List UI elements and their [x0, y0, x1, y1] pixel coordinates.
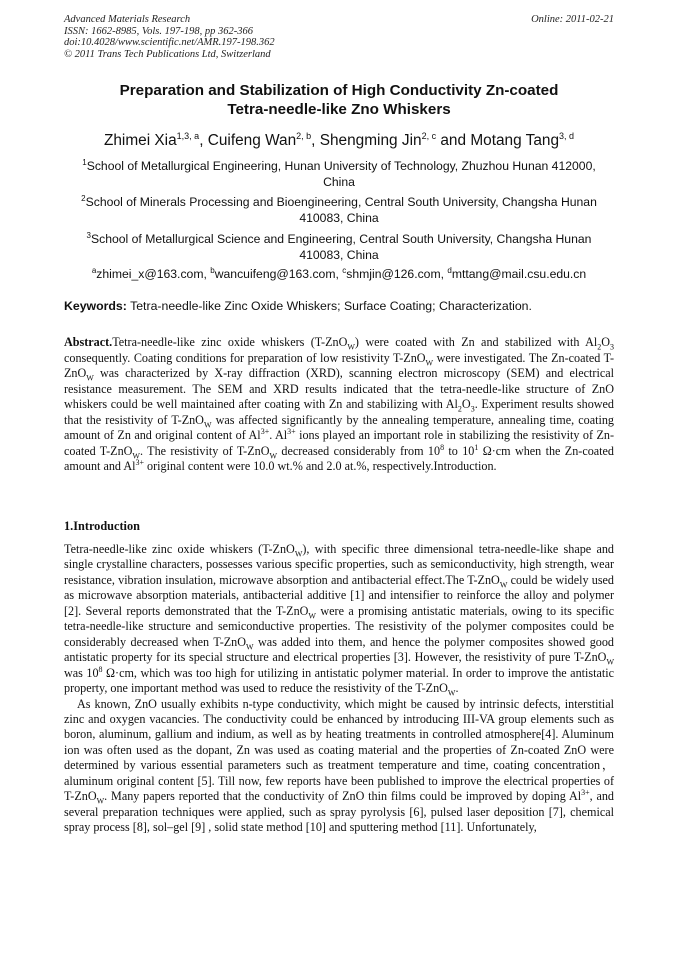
- author-affil-sup: 3, d: [559, 131, 575, 141]
- email-address[interactable]: shmjin@126.com: [346, 267, 441, 282]
- body-text: Tetra-needle-like zinc oxide whiskers (T-ZnO: [64, 542, 295, 556]
- affiliation-line: School of Metallurgical Engineering, Hunan University of Technology, Zhuzhou Hunan 412000,: [86, 159, 596, 174]
- abstract-text: . Experiment results showed that the resistivity of T-ZnO: [64, 397, 614, 427]
- author-separator: and: [436, 132, 471, 150]
- copyright-line: © 2011 Trans Tech Publications Ltd, Switzerland: [64, 48, 271, 60]
- superscript: 3+: [135, 457, 145, 467]
- author-affil-sup: 1,3, a: [176, 131, 200, 141]
- superscript: 3+: [581, 788, 590, 798]
- affiliation-line: China: [323, 174, 355, 189]
- online-date: Online: 2011-02-21: [531, 14, 614, 25]
- subscript: W: [606, 657, 614, 667]
- keywords-label: Keywords:: [64, 299, 127, 313]
- abstract-text: to 10: [444, 443, 475, 458]
- abstract-text: decreased considerably from 10: [277, 443, 441, 458]
- email-address[interactable]: zhimei_x@163.com: [96, 267, 204, 282]
- subscript: W: [447, 688, 456, 698]
- affiliation-line: School of Metallurgical Science and Engineering, Central South University, Changsha Hunan: [91, 232, 592, 247]
- author-name: Shengming Jin: [319, 132, 422, 150]
- subscript: W: [294, 549, 303, 559]
- affiliation-1: [64, 155, 614, 190]
- affiliation-line: School of Minerals Processing and Bioengineering, Central South University, Changsha Hunan: [85, 195, 597, 210]
- body-text: was added into them, and hence the polymer composites showed good antistatic property for its special structure and electrical properties [3]. However, the resistivity of pure T-ZnO: [64, 634, 614, 665]
- abstract-text: O: [601, 335, 610, 349]
- superscript: 8: [98, 664, 103, 674]
- email-sup: b: [210, 266, 215, 275]
- body-text: was 10: [64, 665, 99, 680]
- paper-title: [64, 82, 614, 119]
- doi-line[interactable]: doi:10.4028/www.scientific.net/AMR.197-198.362: [64, 37, 275, 49]
- author-separator: ,: [199, 132, 208, 150]
- superscript: 3+: [287, 426, 296, 436]
- body-text: were a promising antistatic materials, owing to its specific tetra-needle-like structure and semiconductive properties. The resistivity of the polymer composites could be considerably decreased when T-ZnO: [64, 603, 615, 649]
- keywords-text: Tetra-needle-like Zinc Oxide Whiskers; Surface Coating; Characterization.: [126, 299, 532, 313]
- author-separator: ,: [311, 132, 320, 150]
- abstract-text: O: [461, 397, 471, 411]
- section-heading-introduction: 1.Introduction: [64, 519, 140, 533]
- body-text: could be widely used as microwave absorption materials, antibacterial additive [1] and intensifier to reinforce the alloy and polymer [2]. Several reports demonstrated that the T-ZnO: [64, 572, 614, 618]
- affiliation-number: 1: [82, 158, 87, 167]
- body-text: ), with specific three dimensional tetra-needle-like shape and single crystalline characters, possesses various specific properties, such as semiconductivity, high strength, wear resistance, vibration insulation, microwave absorption and antibacterial effect.The T-ZnO: [64, 542, 614, 587]
- abstract-text: was affected significantly by the annealing temperature, annealing time, coating amount of Zn and original content of Al: [64, 412, 614, 442]
- paragraph: [64, 697, 614, 836]
- abstract-text: . The resistivity of T-ZnO: [139, 443, 270, 458]
- subscript: 3: [470, 404, 475, 414]
- subscript: W: [203, 419, 212, 429]
- author-name: Zhimei Xia: [103, 132, 177, 150]
- body-text: , and several preparation techniques were applied, such as spray pyrolysis [6], pulsed laser deposition [7], chemical spray process [8], sol–gel [9] , solid state method [10] and sputtering method [11]. Unfortunately,: [64, 789, 614, 835]
- email-address[interactable]: wancuifeng@163.com: [214, 267, 336, 282]
- author-list: [64, 127, 614, 150]
- affiliation-line: 410083, China: [299, 247, 379, 262]
- affiliation-number: 2: [81, 194, 86, 203]
- journal-header: [64, 14, 614, 60]
- abstract-text: Ω·cm when the Zn-coated amount and Al: [64, 443, 615, 473]
- title-line-1: Preparation and Stabilization of High Conductivity Zn-coated: [119, 82, 559, 99]
- affiliation-2: [64, 191, 614, 226]
- subscript: W: [425, 357, 434, 367]
- subscript: W: [308, 611, 316, 621]
- abstract-label: Abstract.: [64, 335, 113, 349]
- abstract-text: ions played an important role in stabilizing the resistivity of Zn-coated T-ZnO: [64, 428, 614, 458]
- body-text: Ω·cm, which was too high for utilizing in antistatic polymer material. In order to improve the antistatic property, one important method was used to reduce the resistivity of the T-ZnO: [64, 665, 615, 696]
- body-text: As known, ZnO usually exhibits n-type conductivity, which might be caused by intrinsic defects, interstitial zinc and oxygen vacancies. The conductivity could be enhanced by introducing III-VA group elements such as boron, aluminum, gallium and indium, as well as by heating treatments in controlled atmosphere[4]. Aluminum ion was often used as the dopant, Zn was used as coating material and the properties of Zn-coated ZnO were determined by various essential parameters such as treatment temperature and time, coating concentration，aluminum original content [5]. Till now, few reports have been published to improve the electrical properties of T-ZnO: [64, 696, 614, 804]
- affiliation-line: 410083, China: [299, 210, 379, 225]
- author-name: Motang Tang: [470, 132, 560, 150]
- abstract-text: consequently. Coating conditions for preparation of low resistivity T-ZnO: [64, 350, 426, 365]
- subscript: W: [347, 342, 355, 352]
- subscript: W: [96, 796, 105, 806]
- subscript: 3: [610, 342, 614, 352]
- email-list: $^a$zhimei_x@163.com, $^b$wancuifeng@163.com, $^c$shmjin@126.com, $^d$mttang@mail.csu.edu.cn: [91, 266, 587, 282]
- email-sup: d: [447, 266, 452, 275]
- introduction-body: [64, 542, 614, 836]
- subscript: W: [132, 450, 140, 460]
- journal-name: Advanced Materials Research: [64, 14, 191, 25]
- keywords: [64, 299, 616, 314]
- superscript: 3+: [260, 426, 270, 436]
- body-text: .: [455, 681, 459, 696]
- subscript: 2: [597, 342, 602, 352]
- superscript: 8: [440, 442, 445, 452]
- abstract-text: was characterized by X-ray diffraction (XRD), scanning electron microscopy (SEM) and electrical resistance measurement. The SEM and XRD results indicated that the tetra-needle-like structure of ZnO whiskers could be well maintained after coating with Zn and stabilizing with Al: [64, 366, 614, 411]
- abstract-text: ) were coated with Zn and stabilized with Al: [354, 335, 598, 349]
- abstract-text: original content were 10.0 wt.% and 2.0 at.%, respectively.Introduction.: [144, 459, 497, 473]
- abstract-text: . Al: [269, 428, 288, 442]
- superscript: 1: [474, 442, 479, 452]
- abstract-text: Tetra-needle-like zinc oxide whiskers (T-ZnO: [112, 335, 348, 349]
- author-name: Cuifeng Wan: [207, 132, 297, 150]
- paragraph: [64, 542, 614, 697]
- title-line-2: Tetra-needle-like Zno Whiskers: [227, 100, 451, 118]
- affiliation-3: [64, 228, 614, 263]
- subscript: W: [86, 373, 94, 383]
- abstract: [64, 335, 614, 475]
- author-affil-sup: 2, c: [421, 131, 437, 141]
- subscript: W: [269, 450, 278, 460]
- email-address[interactable]: mttang@mail.csu.edu.cn: [451, 267, 587, 282]
- email-sup: c: [342, 266, 347, 275]
- body-text: . Many papers reported that the conductivity of ZnO thin films could be improved by doping Al: [104, 789, 582, 804]
- subscript: W: [499, 580, 508, 590]
- subscript: 2: [457, 404, 462, 414]
- abstract-text: were investigated. The Zn-coated T-ZnO: [64, 350, 615, 380]
- affiliation-number: 3: [86, 231, 91, 240]
- issn-line: ISSN: 1662-8985, Vols. 197-198, pp 362-366: [64, 25, 253, 37]
- author-affil-sup: 2, b: [296, 131, 312, 141]
- subscript: W: [246, 642, 254, 652]
- email-sup: a: [91, 266, 97, 275]
